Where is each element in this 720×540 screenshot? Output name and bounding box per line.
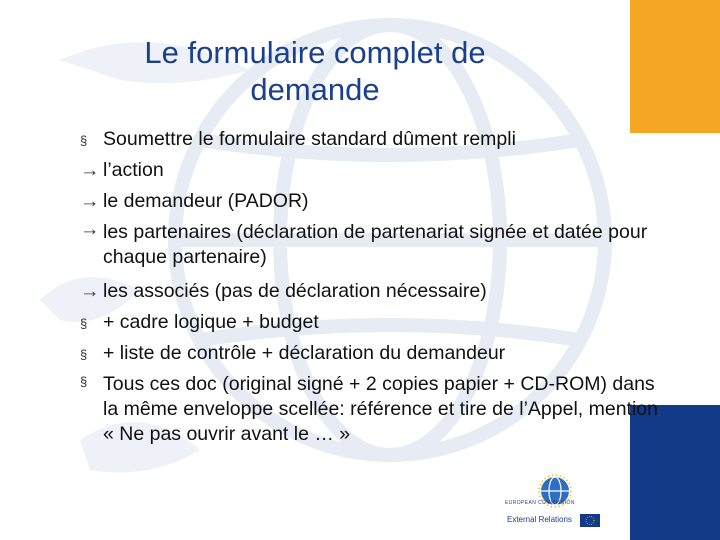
list-item (80, 217, 660, 270)
list-item (80, 276, 660, 307)
list-item-text: les associés (pas de déclaration nécessaire) (103, 280, 487, 302)
square-bullet-icon: § (80, 374, 88, 389)
list-item (80, 369, 660, 447)
arrow-bullet-icon: → (80, 218, 100, 240)
arrow-bullet-icon: → (80, 159, 100, 181)
square-bullet-icon: § (80, 316, 88, 331)
list-item (80, 338, 660, 369)
list-item-text: + cadre logique + budget (103, 311, 319, 333)
slide-title: Le formulaire complet de demande (144, 35, 486, 107)
eu-flag-icon (580, 514, 600, 527)
list-item (80, 307, 660, 338)
list-item-text: + liste de contrôle + déclaration du demandeur (103, 342, 506, 364)
orange-accent-block (630, 0, 720, 133)
list-item (80, 186, 660, 217)
logo-line-2: External Relations (507, 515, 572, 524)
square-bullet-icon: § (80, 347, 88, 362)
logo-line-1: EUROPEAN COMMISSION (505, 500, 575, 506)
list-item-text: l’action (103, 159, 164, 181)
list-item-text: Soumettre le formulaire standard dûment rempli (103, 128, 516, 150)
european-commission-logo (505, 474, 605, 530)
list-item (80, 124, 660, 155)
list-item (80, 155, 660, 186)
arrow-bullet-icon: → (80, 280, 100, 302)
bullet-list (80, 124, 660, 453)
arrow-bullet-icon: → (80, 190, 100, 212)
list-item-text: Tous ces doc (original signé + 2 copies papier + CD-ROM) dans la même enveloppe scellée: référence et tire de l’Appel, mention « Ne pas ouvrir avant le … » (103, 373, 658, 445)
square-bullet-icon: § (80, 133, 88, 148)
list-item-text: le demandeur (PADOR) (103, 190, 309, 212)
list-item-text: les partenaires (déclaration de partenariat signée et datée pour chaque partenaire) (103, 221, 648, 268)
